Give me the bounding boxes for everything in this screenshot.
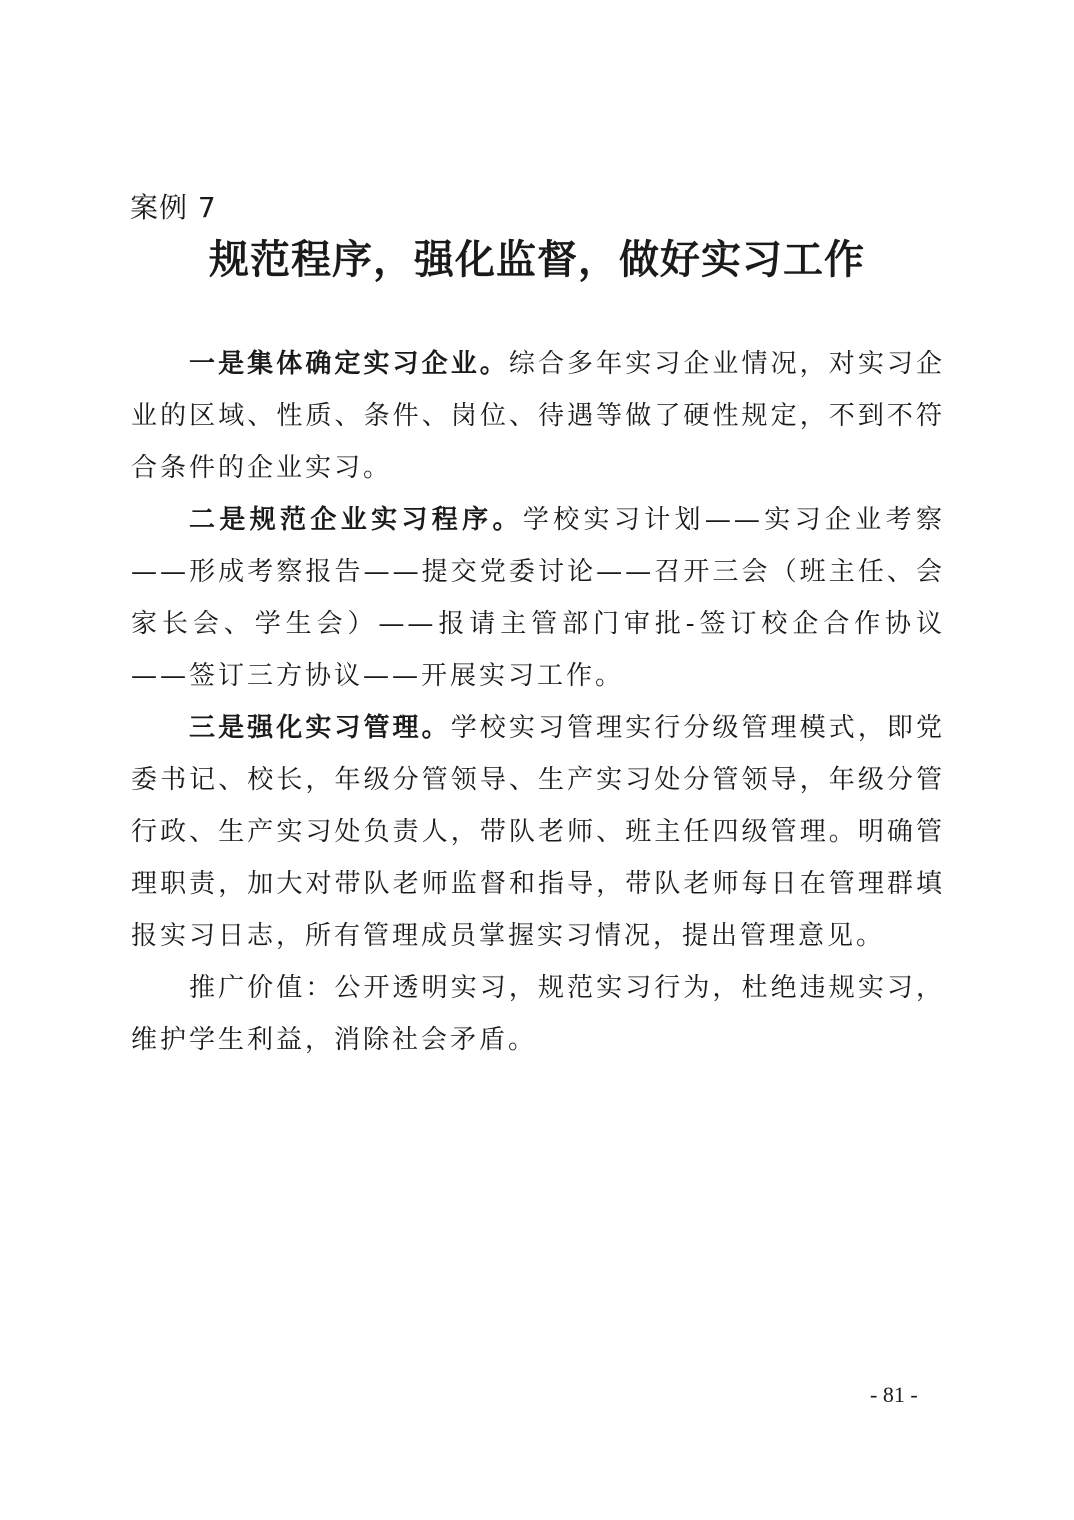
paragraph-1-lead: 一是集体确定实习企业。 bbox=[189, 349, 509, 379]
paragraph-2-text: 学校实习计划——实习企业考察——形成考察报告——提交党委讨论——召开三会（班主任、会家长会、学生会）——报请主管部门审批-签订校企合作协议——签订三方协议——开展实习工作。 bbox=[131, 505, 945, 691]
paragraph-3-lead: 三是强化实习管理。 bbox=[189, 713, 451, 743]
paragraph-3 bbox=[131, 702, 945, 962]
page-title: 规范程序，强化监督，做好实习工作 bbox=[209, 236, 865, 283]
paragraph-1-text: 综合多年实习企业情况，对实习企业的区域、性质、条件、岗位、待遇等做了硬性规定，不到不符合条件的企业实习。 bbox=[131, 349, 945, 483]
document-body bbox=[131, 338, 945, 1066]
paragraph-2 bbox=[131, 494, 945, 702]
paragraph-4-text: 推广价值：公开透明实习，规范实习行为，杜绝违规实习，维护学生利益，消除社会矛盾。 bbox=[131, 973, 945, 1055]
paragraph-4 bbox=[131, 962, 945, 1066]
paragraph-2-lead: 二是规范企业实习程序。 bbox=[189, 505, 523, 535]
case-label: 案例 7 bbox=[130, 191, 217, 224]
paragraph-1 bbox=[131, 338, 945, 494]
paragraph-3-text: 学校实习管理实行分级管理模式，即党委书记、校长，年级分管领导、生产实习处分管领导，年级分管行政、生产实习处负责人，带队老师、班主任四级管理。明确管理职责，加大对带队老师监督和指导，带队老师每日在管理群填报实习日志，所有管理成员掌握实习情况，提出管理意见。 bbox=[131, 713, 945, 951]
page-number: - 81 - bbox=[870, 1382, 918, 1407]
